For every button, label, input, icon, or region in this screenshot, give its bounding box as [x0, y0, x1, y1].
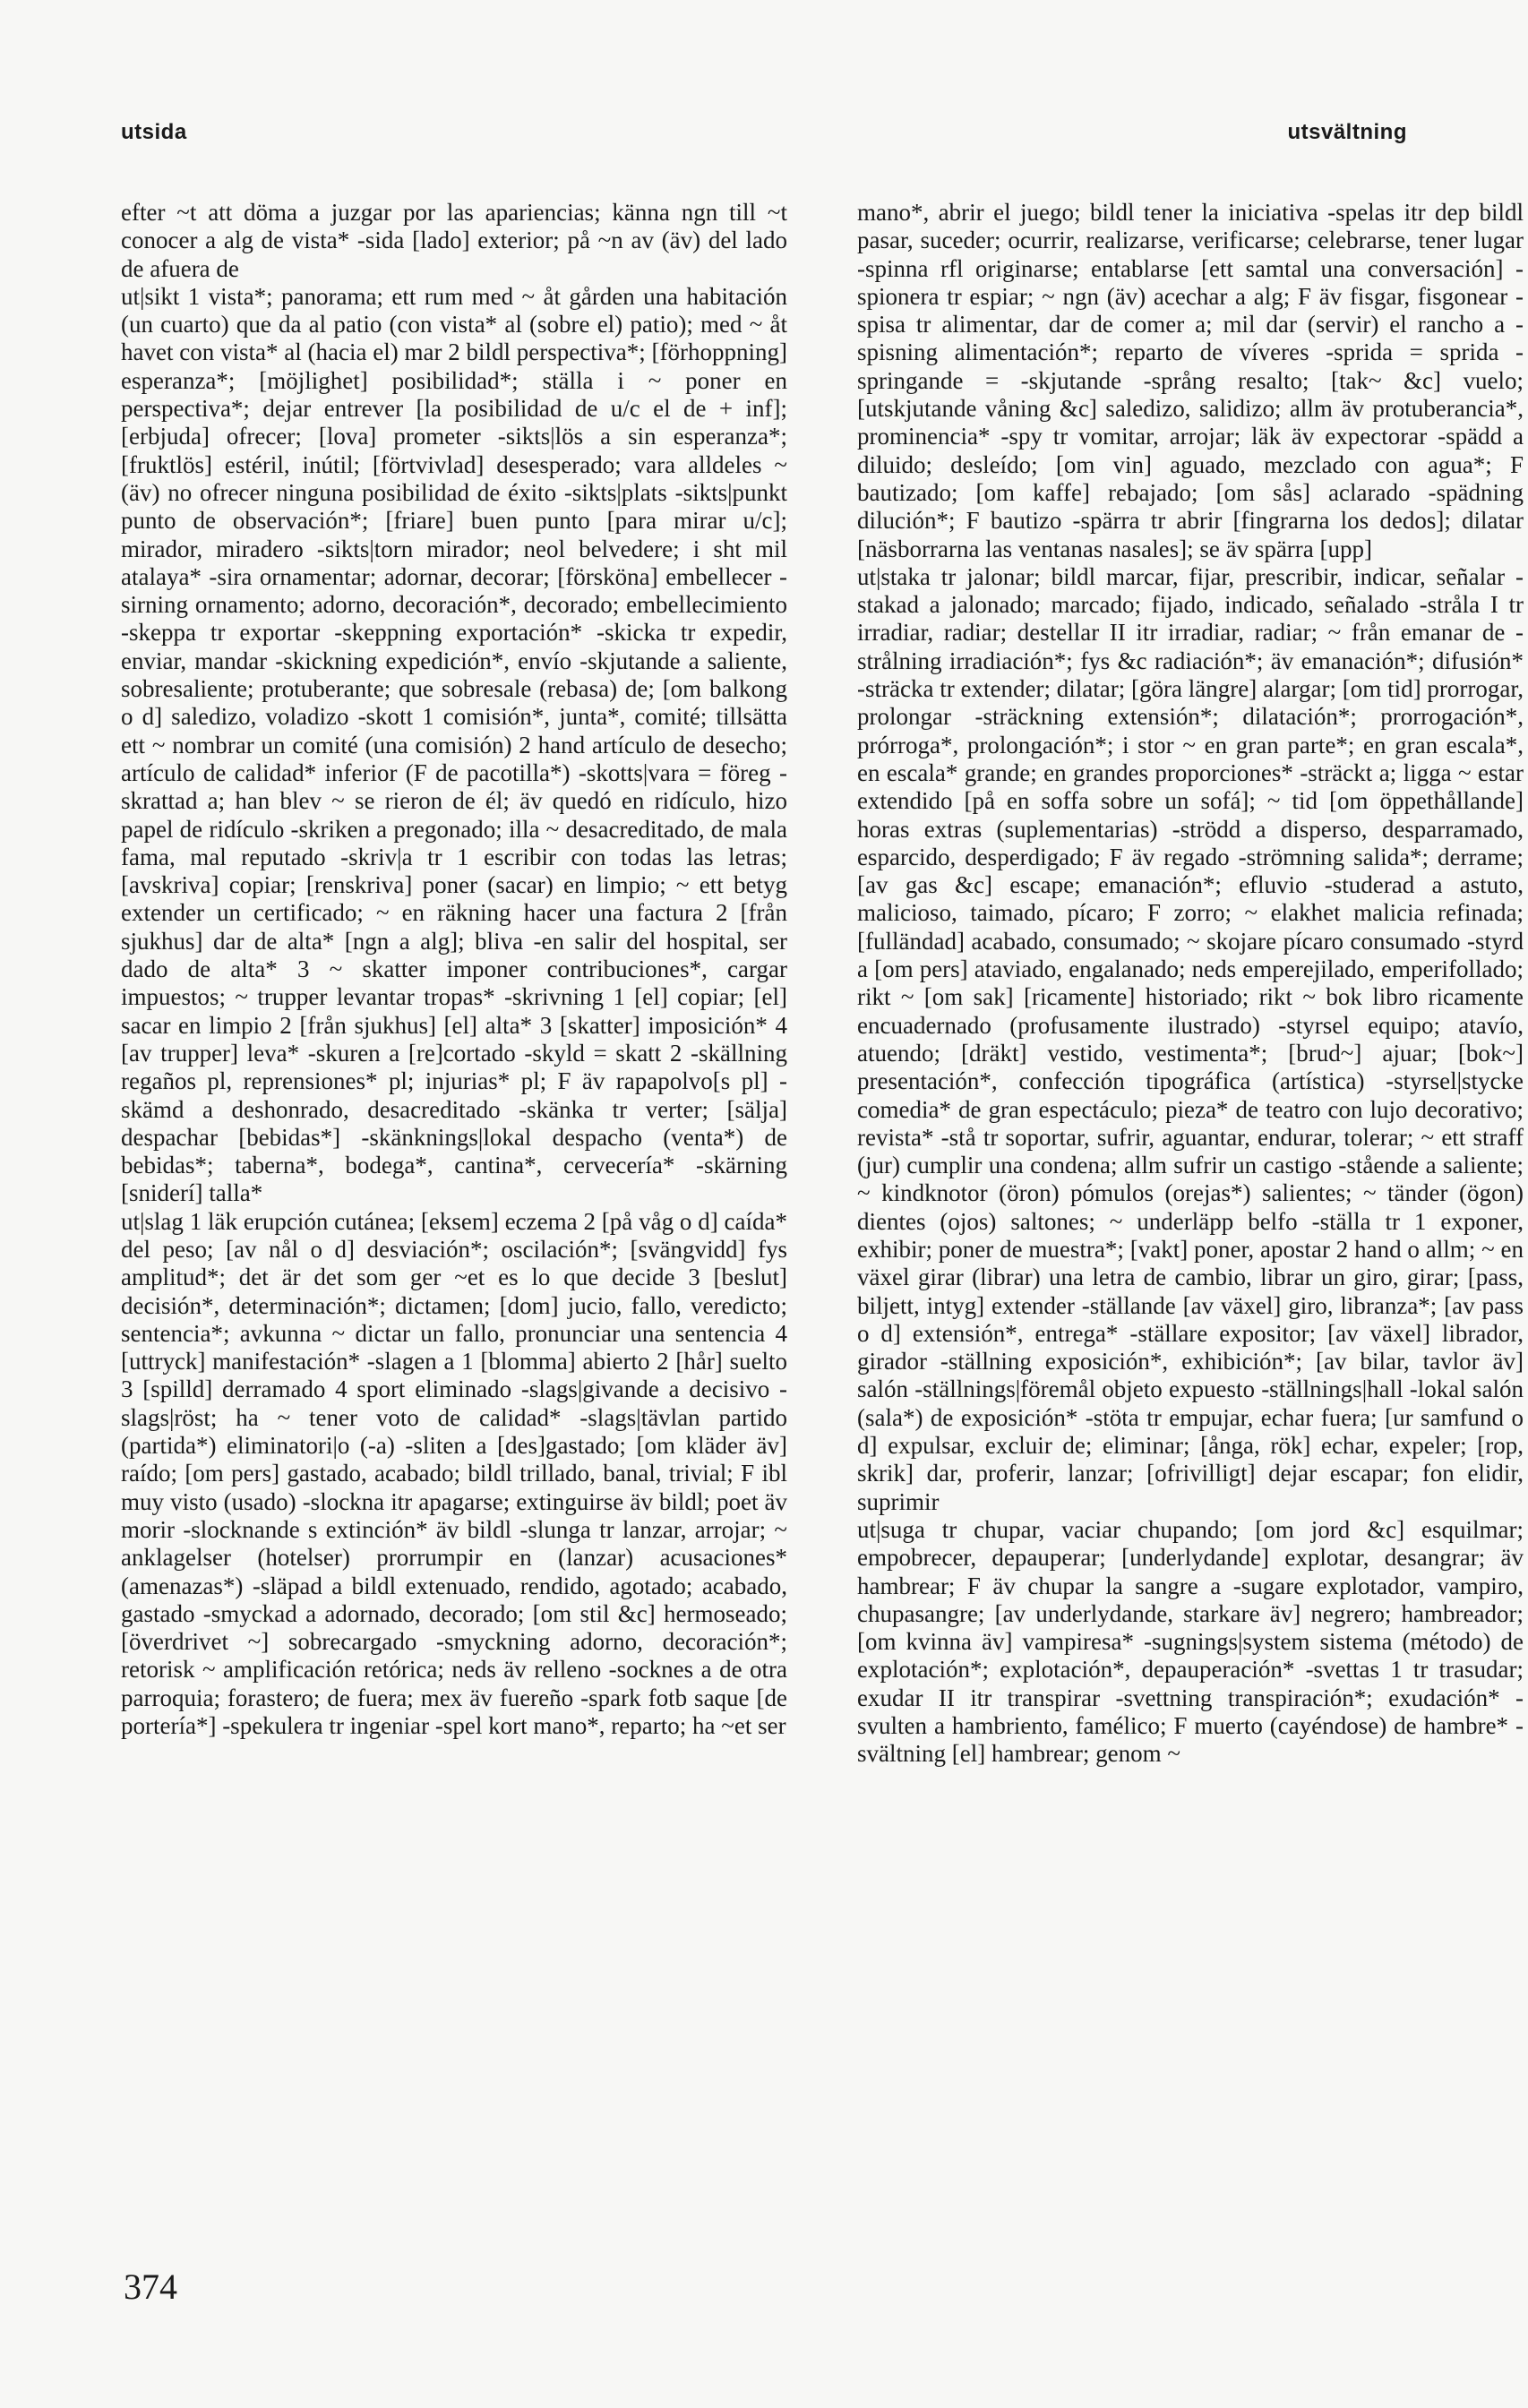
guide-word-left: utsida	[121, 120, 187, 144]
entry-block: efter ~t att döma a juzgar por las apariencias; känna ngn till ~t conocer a alg de vista* -sida [lado] exterior; på ~n av (äv) del lado de afuera de	[121, 199, 787, 282]
guide-word-right: utsvältning	[1287, 120, 1407, 144]
entry-block: ut|sikt 1 vista*; panorama; ett rum med ~ åt gården una habitación (un cuarto) que da al patio (con vista* al (sobre el) patio); med ~ åt havet con vista* al (hacia el) mar 2 bildl perspectiva*; [förhoppning] esperanza*; [möjlighet] posibilidad*; ställa i ~ poner en perspectiva*; dejar entrever [la posibilidad de u/c el de + inf]; [erbjuda] ofrecer; [lova] prometer -sikts|lös a sin esperanza*; [fruktlös] estéril, inútil; [förtvivlad] desesperado; vara alldeles ~ (äv) no ofrecer ninguna posibilidad de éxito -sikts|plats -sikts|punkt punto de observación*; [friare] buen punto [para mirar u/c]; mirador, miradero -sikts|torn mirador; neol belvedere; i sht mil atalaya* -sira ornamentar; adornar, decorar; [försköna] embellecer -sirning ornamento; adorno, decoración*, decorado; embellecimiento -skeppa tr exportar -skeppning exportación* -skicka tr expedir, enviar, mandar -skickning expedición*, envío -skjutande a saliente, sobresaliente; protuberante; que sobresale (rebasa) de; [om balkong o d] saledizo, voladizo -skott 1 comisión*, junta*, comité; tillsätta ett ~ nombrar un comité (una comisión) 2 hand artículo de desecho; artículo de calidad* inferior (F de pacotilla*) -skotts|vara = föreg -skrattad a; han blev ~ se rieron de él; äv quedó en ridículo, hizo papel de ridículo -skriken a pregonado; illa ~ desacreditado, de mala fama, mal reputado -skriv|a tr 1 escribir con todas las letras; [avskriva] copiar; [renskriva] poner (sacar) en limpio; ~ ett betyg extender un certificado; ~ en räkning hacer una factura 2 [från sjukhus] dar de alta* [ngn a alg]; bliva -en salir del hospital, ser dado de alta* 3 ~ skatter imponer contribuciones*, cargar impuestos; ~ trupper levantar tropas* -skrivning 1 [el] copiar; [el] sacar en limpio 2 [från sjukhus] [el] alta* 3 [skatter] imposición* 4 [av trupper] leva* -skuren a [re]cortado -skyld = skatt 2 -skällning regaños pl, reprensiones* pl; injurias* pl; F äv rapapolvo[s pl] -skämd a deshonrado, desacreditado -skänka tr verter; [sälja] despachar [bebidas*] -skänknings|lokal despacho (venta*) de bebidas*; taberna*, bodega*, cantina*, cervecería* -skärning [sniderí] talla*	[121, 282, 787, 1207]
page-number: 374	[124, 2267, 177, 2307]
entry-block: ut|slag 1 läk erupción cutánea; [eksem] eczema 2 [på våg o d] caída* del peso; [av nål o d] desviación*; oscilación*; [svängvidd] fys amplitud*; det är det som ger ~et es lo que decide 3 [beslut] decisión*, determinación*; dictamen; [dom] jucio, fallo, veredicto; sentencia*; avkunna ~ dictar un fallo, pronunciar una sentencia 4 [uttryck] manifestación* -slagen a 1 [blomma] abierto 2 [hår] suelto 3 [spilld] derramado 4 sport eliminado -slags|givande a decisivo -slags|röst; ha ~ tener voto de calidad* -slags|tävlan partido (partida*) eliminatori|o (-a) -sliten a [des]gastado; [om kläder äv] raído; [om pers] gastado, acabado; bildl trillado, banal, trivial; F ibl muy visto (usado) -slockna itr apagarse; extinguirse äv bildl; poet äv morir -slocknande s extinción* äv bildl -slunga tr lanzar, arrojar; ~ anklagelser (hotelser) prorrumpir en (lanzar) acusaciones* (amenazas*) -släpad a bildl extenuado, rendido, agotado; acabado, gastado -smyckad a adornado, decorado; [om stil &c] hermoseado; [överdrivet ~] sobrecargado -smyckning adorno, decoración*; retorisk ~ amplificación retórica; neds äv relleno -socknes a de otra parroquia; forastero; de fuera; mex äv fuereño -spark fotb saque [de portería*] -spekulera tr ingeniar -spel kort mano*, reparto; ha ~et ser	[121, 1207, 787, 1740]
entry-block: ut|suga tr chupar, vaciar chupando; [om jord &c] esquilmar; empobrecer, depauperar; [underlydande] explotar, desangrar; äv hambrear; F äv chupar la sangre a -sugare explotador, vampiro, chupasangre; [av underlydande, starkare äv] negrero; hambreador; [om kvinna äv] vampiresa* -sugnings|system sistema (método) de explotación*; explotación*, depauperación* -svettas 1 tr trasudar; exudar II itr transpirar -svettning transpiración*; exudación* -svulten a hambriento, famélico; F muerto (cayéndose) de hambre* -svältning [el] hambrear; genom ~	[857, 1515, 1524, 1768]
entry-block: mano*, abrir el juego; bildl tener la iniciativa -spelas itr dep bildl pasar, suceder; ocurrir, realizarse, verificarse; celebrarse, tener lugar -spinna rfl originarse; entablarse [ett samtal una conversación] -spionera tr espiar; ~ ngn (äv) acechar a alg; F äv fisgar, fisgonear -spisa tr alimentar, dar de comer a; mil dar (servir) el rancho a -spisning alimentación*; reparto de víveres -sprida = sprida -springande = -skjutande -språng resalto; [tak~ &c] vuelo; [utskjutande våning &c] saledizo, salidizo; allm äv protuberancia*, prominencia* -spy tr vomitar, arrojar; läk äv expectorar -spädd a diluido; desleído; [om vin] aguado, mezclado con agua*; F bautizado; [om kaffe] rebajado; [om sås] aclarado -spädning dilución*; F bautizo -spärra tr abrir [fingrarna los dedos]; dilatar [näsborrarna las ventanas nasales]; se äv spärra [upp]	[857, 199, 1524, 562]
left-column	[121, 199, 787, 2017]
entry-block: ut|staka tr jalonar; bildl marcar, fijar, prescribir, indicar, señalar -stakad a jalonado; marcado; fijado, indicado, señalado -stråla I tr irradiar, radiar; destellar II itr irradiar, radiar; ~ från emanar de -strålning irradiación*; fys &c radiación*; äv emanación*; difusión* -sträcka tr extender; dilatar; [göra längre] alargar; [om tid] prorrogar, prolongar -sträckning extensión*; dilatación*; prorrogación*, prórroga*, prolongación*; i stor ~ en gran parte*; en gran escala*, en escala* grande; en grandes proporciones* -sträckt a; ligga ~ estar extendido [på en soffa sobre un sofá]; ~ tid [om öppethållande] horas extras (suplementarias) -strödd a disperso, desparramado, esparcido, desperdigado; F äv regado -strömning salida*; derrame; [av gas &c] escape; emanación*; efluvio -studerad a astuto, malicioso, taimado, pícaro; F zorro; ~ elakhet malicia refinada; [fulländad] acabado, consumado; ~ skojare pícaro consumado -styrd a [om pers] ataviado, engalanado; neds emperejilado, emperifollado; rikt ~ [om sak] [ricamente] historiado; rikt ~ bok libro ricamente encuadernado (profusamente ilustrado) -styrsel equipo; atavío, atuendo; [dräkt] vestido, vestimenta*; [brud~] ajuar; [bok~] presentación*, confección tipográfica (artística) -styrsel|stycke comedia* de gran espectáculo; pieza* de teatro con lujo decorativo; revista* -stå tr soportar, sufrir, aguantar, endurar, tolerar; ~ ett straff (jur) cumplir una condena; allm sufrir un castigo -stående a saliente; ~ kindknotor (öron) pómulos (orejas*) salientes; ~ tänder (ögon) dientes (ojos) saltones; ~ underläpp belfo -ställa tr 1 exponer, exhibir; poner de muestra*; [vakt] poner, apostar 2 hand o allm; ~ en växel girar (librar) una letra de cambio, librar un giro, girar; [pass, biljett, intyg] extender -ställande [av växel] giro, libranza*; [av pass o d] extensión*, entrega* -ställare expositor; [av växel] librador, girador -ställning exposición*, exhibición*; [av bilar, tavlor äv] salón -ställnings|föremål objeto expuesto -ställnings|hall -lokal salón (sala*) de exposición* -stöta tr empujar, echar fuera; [ur samfund o d] expulsar, excluir de; eliminar; [ånga, rök] echar, expeler; [rop, skrik] dar, proferir, lanzar; [ofrivilligt] dejar escapar; fon elidir, suprimir	[857, 562, 1524, 1515]
right-column	[857, 199, 1524, 2017]
